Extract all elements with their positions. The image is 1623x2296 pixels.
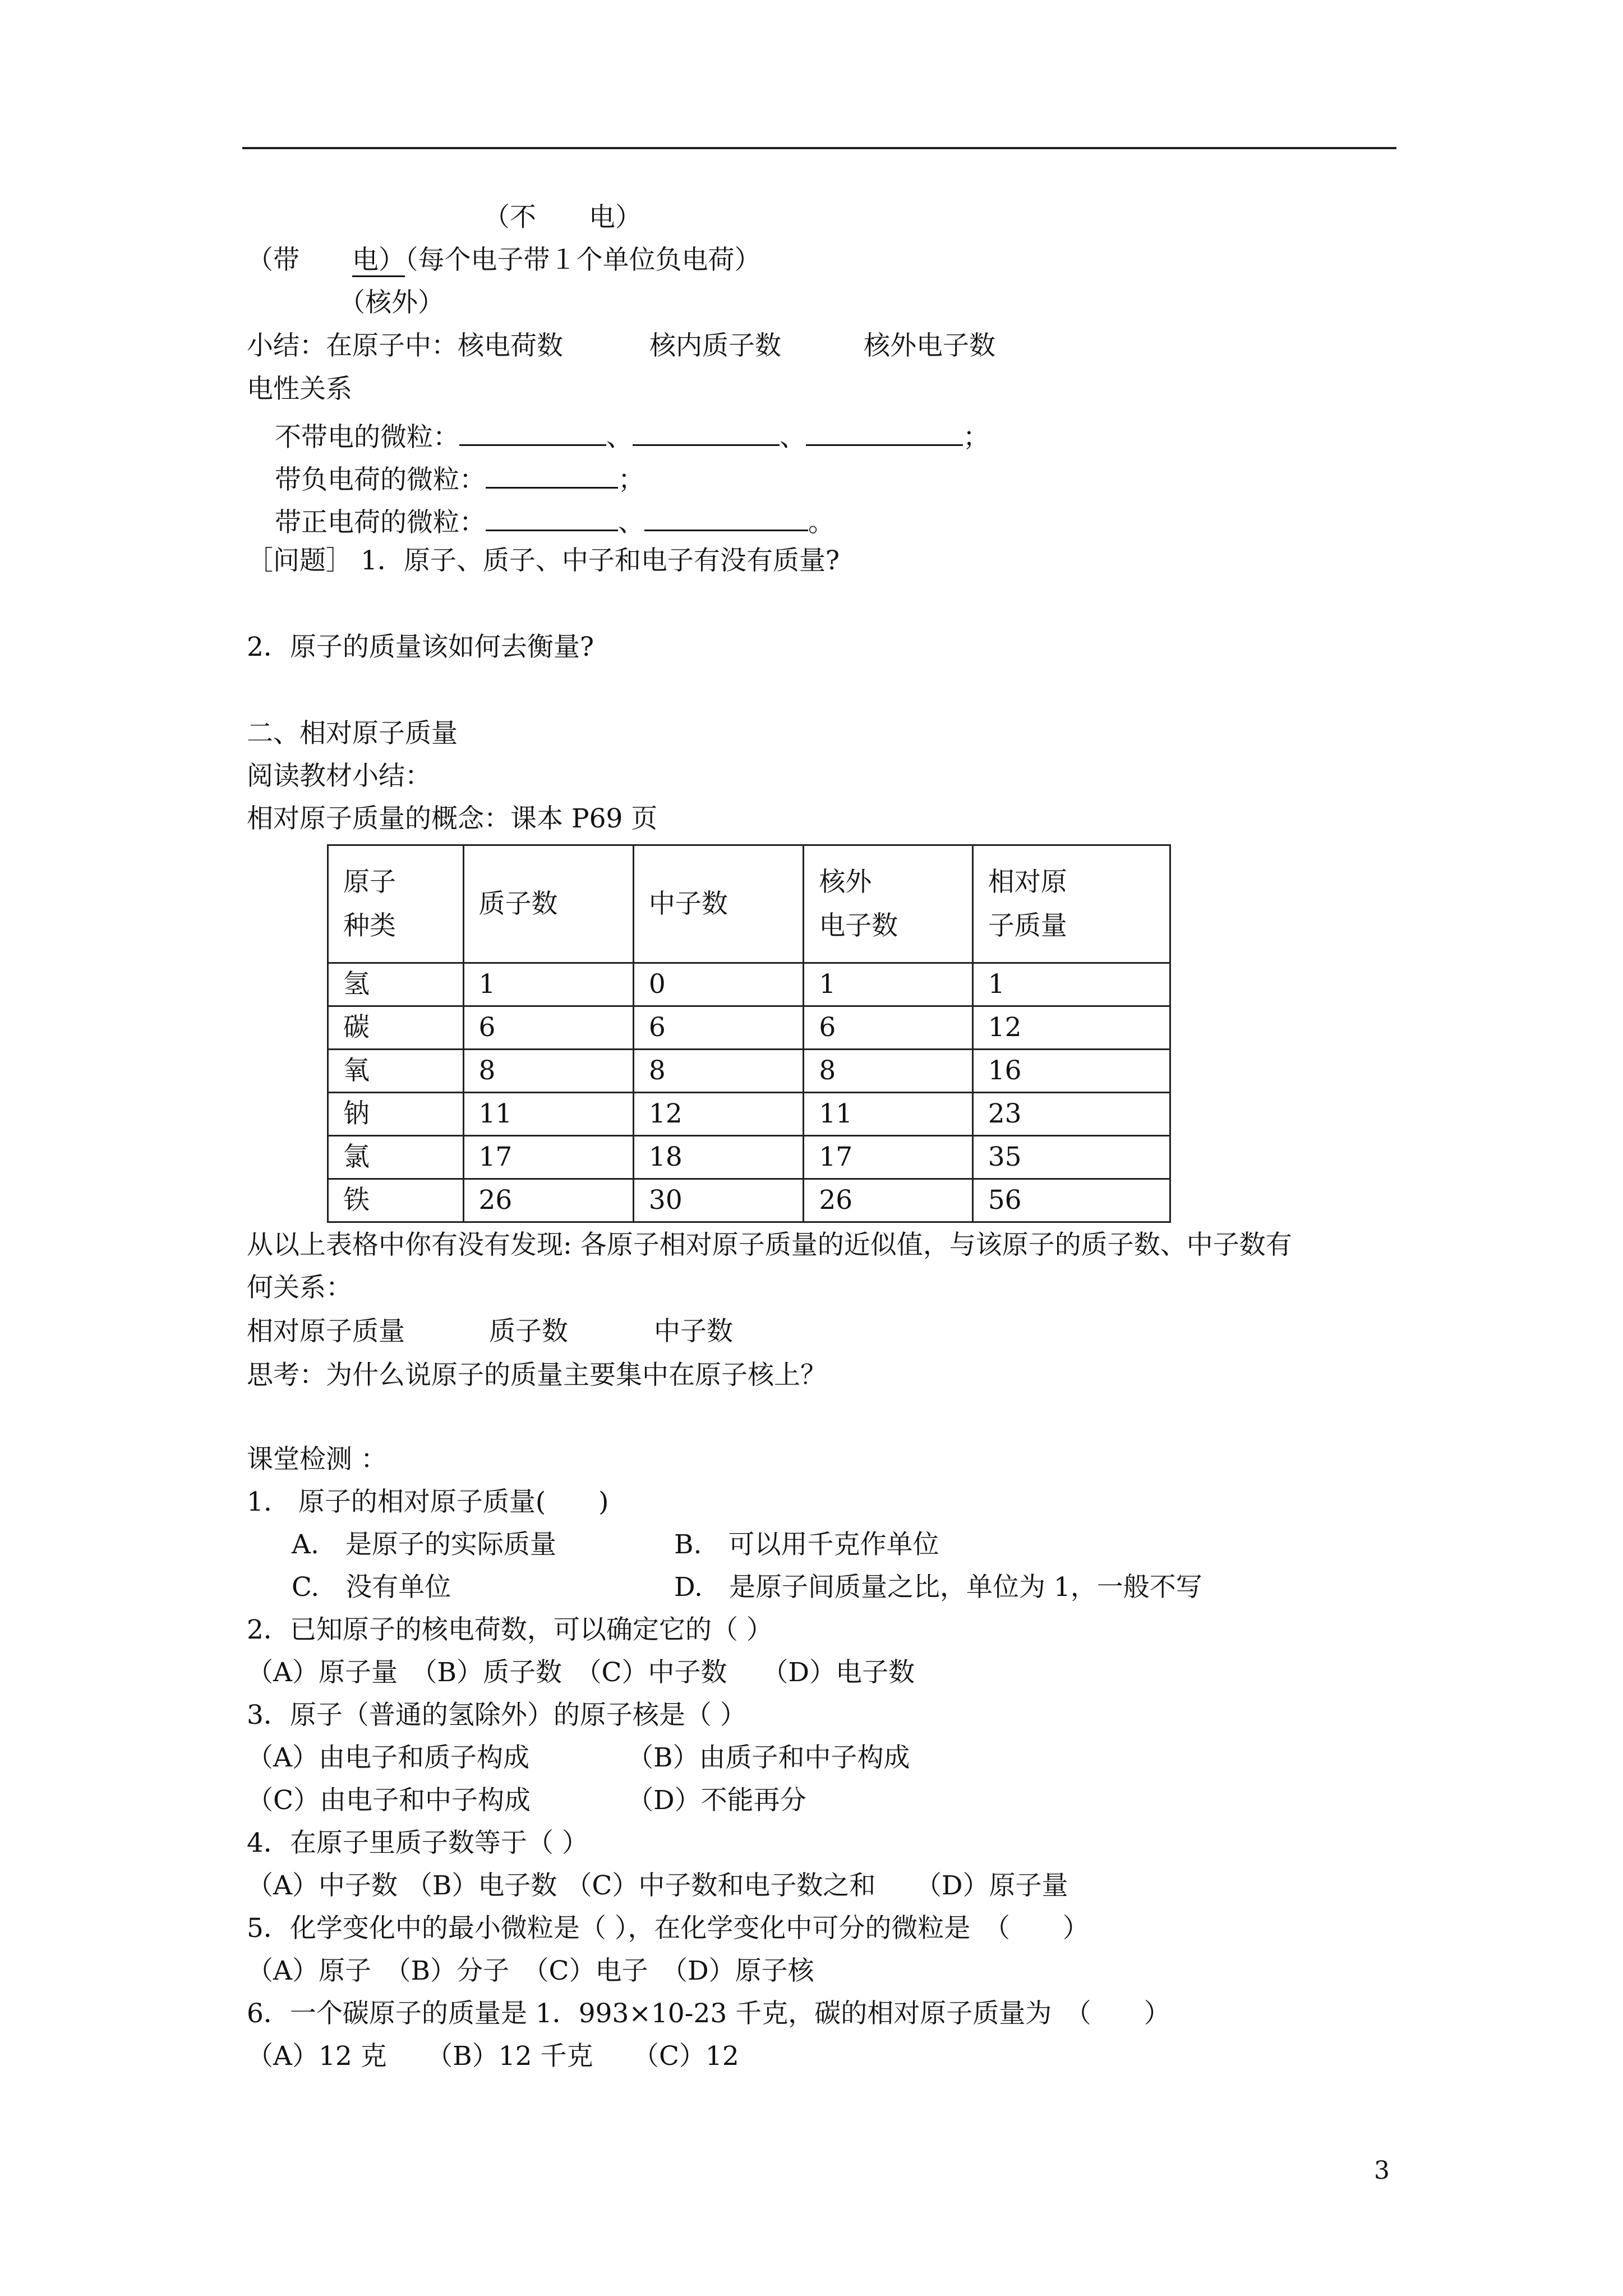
question-1: ［问题］ 1．原子、质子、中子和电子有没有质量? [247,545,840,576]
neutral-particles-label: 不带电的微粒： [275,422,459,453]
semicolon: ； [963,422,989,453]
table-cell: 35 [972,1136,1170,1179]
charge-outer: （核外） [339,287,444,318]
period: 。 [808,507,834,538]
quiz-q3-option-b: （B）由质子和中子构成 [627,1742,910,1773]
table-cell: 12 [633,1093,803,1136]
quiz-q1: 1. 原子的相对原子质量( ) [247,1487,609,1517]
summary-label: 小结：在原子中：核电荷数 [247,330,563,361]
answer-blank[interactable] [644,505,808,531]
table-cell: 氢 [328,963,464,1006]
discovery-line-2: 何关系： [247,1272,352,1303]
quiz-q5: 5．化学变化中的最小微粒是（ ），在化学变化中可分的微粒是 （ ） [247,1913,1089,1944]
answer-blank[interactable] [486,505,618,531]
read-summary: 阅读教材小结： [247,761,431,792]
table-row [328,1179,1170,1222]
charge-electron-blank: 电） [352,245,405,277]
quiz-q6: 6．一个碳原子的质量是 1．993×10-23 千克，碳的相对原子质量为 （ ） [247,1998,1170,2029]
think-line: 思考：为什么说原子的质量主要集中在原子核上？ [247,1360,827,1391]
quiz-q2: 2．已知原子的核电荷数，可以确定它的（ ） [247,1614,773,1645]
answer-blank[interactable] [806,420,963,446]
table-cell: 11 [804,1093,972,1136]
table-cell: 12 [972,1006,1170,1050]
table-cell: 30 [633,1179,803,1222]
charge-electron-line [247,247,761,273]
charge-electron-rest: （每个电子带１个单位负电荷） [405,245,761,275]
table-row [328,1136,1170,1179]
quiz-q3-option-a: （A）由电子和质子构成 [247,1742,529,1773]
charge-relation-title: 电性关系 [247,374,352,404]
quiz-title: 课堂检测 ： [247,1444,387,1475]
separator: 、 [606,422,633,453]
quiz-q1-option-b: B. 可以用千克作单位 [674,1529,939,1560]
separator: 、 [780,422,806,453]
quiz-q3-option-d: （D）不能再分 [627,1785,806,1816]
table-cell: 56 [972,1179,1170,1222]
table-cell: 碳 [328,1006,464,1050]
quiz-q1-option-d: D. 是原子间质量之比，单位为 1，一般不写 [674,1572,1202,1603]
relation-b: 质子数 [489,1316,568,1347]
answer-blank[interactable] [486,462,618,489]
quiz-q6-options: （A）12 克 （B）12 千克 （C）12 [247,2041,739,2072]
quiz-q3: 3．原子（普通的氢除外）的原子核是（ ） [247,1700,746,1731]
table-cell: 8 [804,1050,972,1093]
section-2-title: 二、相对原子质量 [247,718,458,749]
table-cell: 26 [804,1179,972,1222]
discovery-line-1: 从以上表格中你有没有发现: 各原子相对原子质量的近似值，与该原子的质子数、中子数有 [247,1230,1292,1260]
table-cell: 23 [972,1093,1170,1136]
charge-electron-open: （带 [247,245,352,275]
header-cell: 原子 种类 [328,845,464,963]
concept-line: 相对原子质量的概念：课本 P69 页 [247,803,658,834]
page-number: 3 [1374,2156,1390,2185]
table-cell: 1 [972,963,1170,1006]
table-cell: 0 [633,963,803,1006]
table-cell: 26 [463,1179,633,1222]
neutral-particles [275,420,989,453]
separator: 、 [618,507,644,538]
table-cell: 8 [463,1050,633,1093]
table-cell: 1 [463,963,633,1006]
relation-c: 中子数 [654,1316,733,1347]
table-row [328,963,1170,1006]
summary-col2: 核内质子数 [649,330,781,361]
quiz-q1-option-a: A. 是原子的实际质量 [292,1529,556,1560]
negative-particles [275,462,644,493]
semicolon: ； [618,464,644,495]
answer-blank[interactable] [633,420,780,446]
header-cell: 中子数 [633,845,803,963]
positive-particles [275,505,834,536]
header-cell: 核外 电子数 [804,845,972,963]
table-cell: 氧 [328,1050,464,1093]
table-cell: 17 [804,1136,972,1179]
table-cell: 6 [804,1006,972,1050]
table-row [328,1006,1170,1050]
table-cell: 1 [804,963,972,1006]
answer-blank[interactable] [459,420,606,446]
table-cell: 6 [463,1006,633,1050]
charge-neutral: （不 电） [483,202,642,233]
quiz-q4-options: （A）中子数 （B）电子数 （C）中子数和电子数之和 （D）原子量 [247,1870,1068,1901]
table-row [328,1093,1170,1136]
table-header-row [328,845,1170,963]
relation-a: 相对原子质量 [247,1316,405,1347]
negative-particles-label: 带负电荷的微粒： [275,464,486,495]
table-cell: 17 [463,1136,633,1179]
table-cell: 氯 [328,1136,464,1179]
question-2: 2．原子的质量该如何去衡量? [247,632,594,662]
table-row [328,1050,1170,1093]
header-cell: 相对原 子质量 [972,845,1170,963]
table-cell: 钠 [328,1093,464,1136]
atom-table [327,844,1171,1223]
header-rule [242,147,1396,149]
quiz-q3-option-c: （C）由电子和中子构成 [247,1785,531,1816]
quiz-q1-option-c: C. 没有单位 [292,1572,451,1603]
quiz-q2-options: （A）原子量 （B）质子数 （C）中子数 （D）电子数 [247,1657,915,1688]
table-cell: 铁 [328,1179,464,1222]
table-cell: 16 [972,1050,1170,1093]
table-cell: 8 [633,1050,803,1093]
table-cell: 18 [633,1136,803,1179]
table-cell: 11 [463,1093,633,1136]
summary-col3: 核外电子数 [864,330,995,361]
table-cell: 6 [633,1006,803,1050]
quiz-q4: 4．在原子里质子数等于（ ） [247,1828,588,1858]
quiz-q5-options: （A）原子 （B）分子 （C）电子 （D）原子核 [247,1955,814,1986]
header-cell: 质子数 [463,845,633,963]
positive-particles-label: 带正电荷的微粒： [275,507,486,538]
